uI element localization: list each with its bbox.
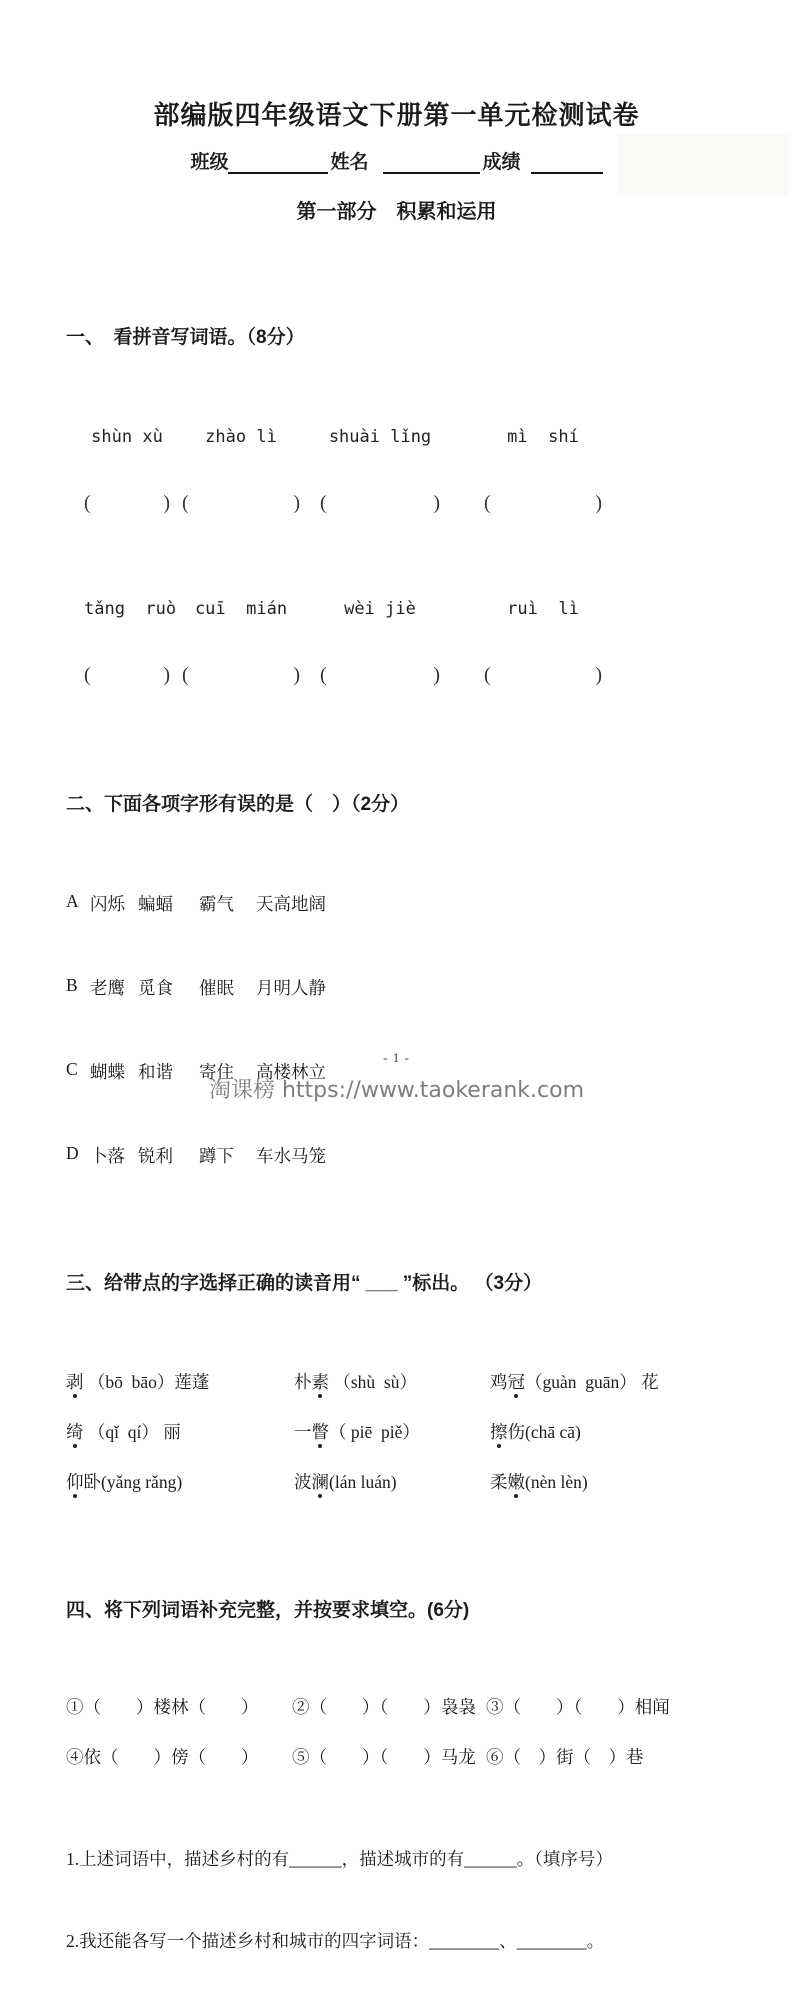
close-paren: ) bbox=[293, 664, 300, 686]
close-paren: ) bbox=[433, 664, 440, 686]
score-field bbox=[483, 147, 603, 174]
dotted-char: 剥 bbox=[66, 1369, 84, 1394]
pronunciation-item bbox=[490, 1369, 737, 1394]
option-word: 催眠 bbox=[199, 978, 234, 998]
item-text: （guàn guān） 花 bbox=[525, 1372, 659, 1392]
option-word: 寄住 bbox=[199, 1062, 234, 1082]
dotted-char: 嫩 bbox=[508, 1469, 526, 1494]
idiom-item: ④依（ ）傍（ ） bbox=[66, 1747, 259, 1767]
option-word: 蹲下 bbox=[199, 1146, 234, 1166]
pronunciation-item bbox=[66, 1469, 294, 1494]
pronunciation-item bbox=[66, 1369, 294, 1394]
answer-blank bbox=[484, 664, 602, 687]
pronunciation-item bbox=[294, 1419, 490, 1444]
watermark-patch bbox=[617, 134, 789, 196]
option-word: 月明人静 bbox=[256, 978, 326, 998]
close-paren: ) bbox=[293, 492, 300, 514]
idiom-item: ⑥（ ）街（ ）巷 bbox=[486, 1747, 644, 1767]
open-paren: ( bbox=[484, 664, 491, 686]
option-word: 车水马笼 bbox=[256, 1146, 326, 1166]
idiom-item: ⑤（ ）（ ）马龙 bbox=[292, 1747, 476, 1767]
close-paren: ) bbox=[163, 492, 170, 514]
option-word: 高楼林立 bbox=[256, 1062, 326, 1082]
section4-heading: 四、将下列词语补充完整，并按要求填空。(6分) bbox=[66, 1600, 470, 1621]
section2-heading: 二、下面各项字形有误的是（ ）（2分） bbox=[66, 794, 410, 815]
sub-question-1: 1.上述词语中，描述乡村的有______，描述城市的有______。（填序号） bbox=[66, 1849, 613, 1869]
answer-blank bbox=[182, 664, 300, 687]
item-text: 朴 bbox=[294, 1372, 312, 1392]
open-paren: ( bbox=[182, 492, 189, 514]
page-number: - 1 - bbox=[383, 1050, 410, 1065]
answer-blank bbox=[320, 492, 440, 515]
pinyin-word: shuài lǐng bbox=[328, 427, 432, 447]
option-row-a bbox=[66, 891, 737, 916]
score-label: 成绩 bbox=[482, 152, 521, 173]
pinyin-word: tǎng ruò bbox=[84, 599, 177, 619]
section3-heading: 三、给带点的字选择正确的读音用“ ___ ”标出。 （3分） bbox=[66, 1273, 543, 1294]
pinyin-row-1 bbox=[66, 427, 737, 447]
item-text: 鸡 bbox=[490, 1372, 508, 1392]
pinyin-word: cuī mián bbox=[194, 599, 288, 619]
option-word: 蝴蝶 bbox=[90, 1062, 125, 1082]
item-text: （ piē piě） bbox=[329, 1422, 420, 1442]
idiom-item: ②（ ）（ ）袅袅 bbox=[292, 1697, 476, 1717]
answer-blank bbox=[320, 664, 440, 687]
pinyin-row-2 bbox=[66, 599, 737, 619]
section1-heading: 一、 看拼音写词语。（8分） bbox=[66, 327, 305, 348]
dotted-char: 素 bbox=[312, 1369, 330, 1394]
dotted-char: 瞥 bbox=[312, 1419, 330, 1444]
pronunciation-item bbox=[294, 1469, 490, 1494]
answer-blank bbox=[84, 492, 170, 515]
option-label: D bbox=[66, 1143, 79, 1163]
option-word: 和谐 bbox=[138, 1062, 173, 1082]
answer-blank bbox=[182, 492, 300, 515]
dotted-char: 澜 bbox=[312, 1469, 330, 1494]
option-label: A bbox=[66, 891, 79, 911]
class-blank-line bbox=[228, 150, 328, 174]
dotted-char: 绮 bbox=[66, 1419, 84, 1444]
pronunciation-items bbox=[66, 1369, 737, 1494]
class-field bbox=[190, 147, 328, 174]
open-paren: ( bbox=[320, 664, 327, 686]
name-label: 姓名 bbox=[330, 152, 369, 173]
pinyin-word: wèi jiè bbox=[344, 599, 416, 619]
pronunciation-item bbox=[66, 1419, 294, 1444]
close-paren: ) bbox=[433, 492, 440, 514]
item-text: 波 bbox=[294, 1472, 312, 1492]
name-blank-line bbox=[383, 150, 480, 174]
item-text: （shù sù） bbox=[329, 1372, 417, 1392]
part-one-heading: 第一部分 积累和运用 bbox=[296, 201, 497, 223]
item-text: (nèn lèn) bbox=[525, 1472, 588, 1492]
item-text: （qǐ qí） 丽 bbox=[83, 1422, 181, 1442]
paper-body bbox=[0, 224, 793, 2007]
pronunciation-item bbox=[490, 1469, 737, 1494]
option-word: 老鹰 bbox=[90, 978, 125, 998]
pinyin-word: zhào lì bbox=[205, 427, 277, 447]
close-paren: ) bbox=[163, 664, 170, 686]
open-paren: ( bbox=[320, 492, 327, 514]
option-label: C bbox=[66, 1059, 78, 1079]
close-paren: ) bbox=[595, 492, 602, 514]
idiom-item: ①（ ）楼林（ ） bbox=[66, 1697, 259, 1717]
option-word: 蝙蝠 bbox=[138, 894, 173, 914]
close-paren: ) bbox=[595, 664, 602, 686]
name-field bbox=[330, 147, 479, 174]
open-paren: ( bbox=[484, 492, 491, 514]
sub-question-2: 2.我还能各写一个描述乡村和城市的四字词语：________、________。 bbox=[66, 1931, 605, 1951]
option-word: 天高地阔 bbox=[256, 894, 326, 914]
dotted-char: 擦 bbox=[490, 1419, 508, 1444]
option-word: 霸气 bbox=[199, 894, 234, 914]
item-text: 一 bbox=[294, 1422, 312, 1442]
class-label: 班级 bbox=[190, 152, 229, 173]
open-paren: ( bbox=[182, 664, 189, 686]
answer-paren-row-2 bbox=[66, 664, 737, 687]
option-row-d bbox=[66, 1143, 737, 1168]
item-text: 伤(chā cā) bbox=[507, 1422, 581, 1442]
option-label: B bbox=[66, 975, 78, 995]
item-text: （bō bāo）莲蓬 bbox=[83, 1372, 210, 1392]
item-text: 卧(yǎng rǎng) bbox=[83, 1472, 183, 1492]
answer-blank bbox=[84, 664, 170, 687]
pinyin-word: mì shí bbox=[507, 427, 579, 447]
page-title: 部编版四年级语文下册第一单元检测试卷 bbox=[153, 101, 640, 130]
answer-blank bbox=[484, 492, 602, 515]
pinyin-word: shùn xù bbox=[91, 427, 163, 447]
option-word: 卜落 bbox=[90, 1146, 125, 1166]
option-word: 闪烁 bbox=[90, 894, 125, 914]
pinyin-word: ruì lì bbox=[507, 599, 579, 619]
footer-watermark: 淘课榜 https://www.taokerank.com bbox=[208, 1078, 585, 1103]
score-blank-line bbox=[531, 150, 603, 174]
pronunciation-item bbox=[294, 1369, 490, 1394]
pronunciation-item bbox=[490, 1419, 737, 1444]
option-word: 锐利 bbox=[138, 1146, 173, 1166]
idiom-item: ③（ ）（ ）相闻 bbox=[486, 1697, 670, 1717]
option-word: 觅食 bbox=[138, 978, 173, 998]
option-row-b bbox=[66, 975, 737, 1000]
open-paren: ( bbox=[84, 664, 91, 686]
answer-paren-row-1 bbox=[66, 492, 737, 515]
item-text: 柔 bbox=[490, 1472, 508, 1492]
dotted-char: 冠 bbox=[508, 1369, 526, 1394]
dotted-char: 仰 bbox=[66, 1469, 84, 1494]
open-paren: ( bbox=[84, 492, 91, 514]
idiom-completion-items bbox=[66, 1694, 737, 1769]
item-text: (lán luán) bbox=[329, 1472, 397, 1492]
